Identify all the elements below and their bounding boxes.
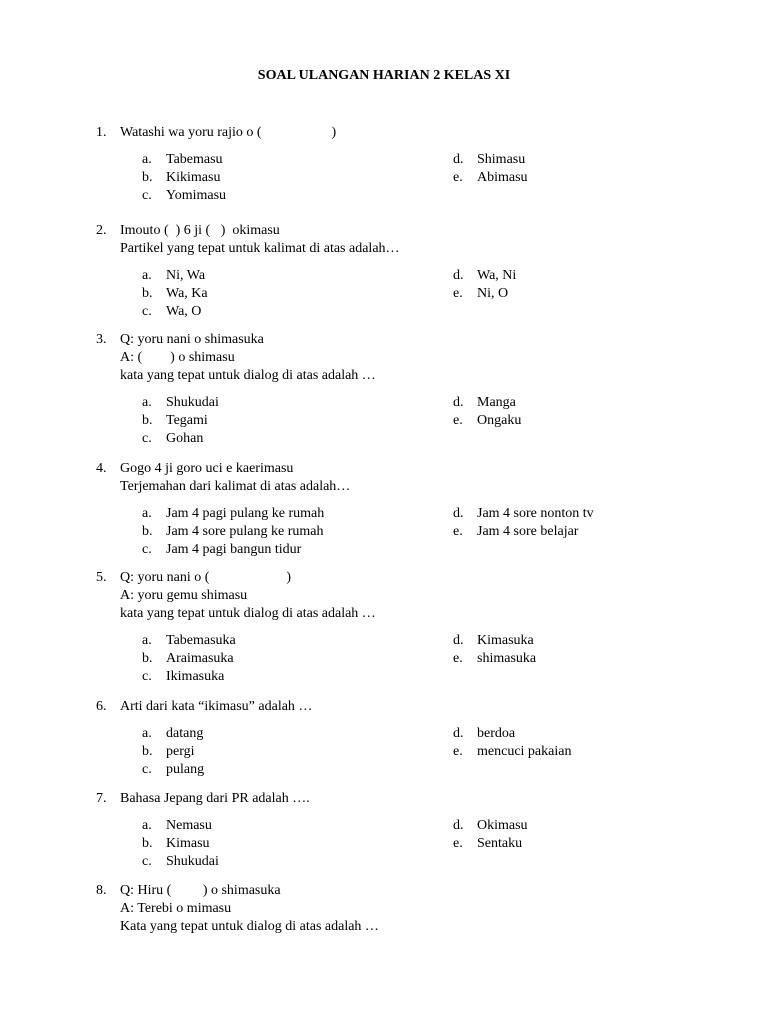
option-letter: b. <box>142 524 153 539</box>
option-letter: d. <box>453 818 464 833</box>
option-text: Ni, O <box>477 286 509 301</box>
option-letter: c. <box>142 188 152 203</box>
question-text: Arti dari kata “ikimasu” adalah … <box>120 699 313 714</box>
option-text: Ikimasuka <box>166 669 225 684</box>
option-letter: c. <box>142 431 152 446</box>
option-text: Manga <box>477 395 516 410</box>
option-text: Jam 4 sore nonton tv <box>477 506 594 521</box>
question-text: kata yang tepat untuk dialog di atas adalah … <box>120 606 376 621</box>
option-text: Ni, Wa <box>166 268 206 283</box>
option-text: Shimasu <box>477 152 526 167</box>
question-text: Q: Hiru ( ) o shimasuka <box>120 883 281 898</box>
question-text: Q: yoru nani o ( ) <box>120 570 292 585</box>
option-letter: d. <box>453 633 464 648</box>
question-number: 1. <box>96 125 107 140</box>
option-text: datang <box>166 726 204 741</box>
option-letter: e. <box>453 524 463 539</box>
option-letter: a. <box>142 152 152 167</box>
question-number: 4. <box>96 461 107 476</box>
question-text: A: Terebi o mimasu <box>120 901 232 916</box>
option-letter: a. <box>142 818 152 833</box>
option-text: Yomimasu <box>166 188 227 203</box>
question-text: Kata yang tepat untuk dialog di atas adalah … <box>120 919 379 934</box>
option-text: Nemasu <box>166 818 212 833</box>
option-text: Wa, Ka <box>166 286 208 301</box>
option-letter: e. <box>453 836 463 851</box>
option-letter: b. <box>142 744 153 759</box>
option-letter: b. <box>142 836 153 851</box>
question-text: Terjemahan dari kalimat di atas adalah… <box>120 479 351 494</box>
option-letter: b. <box>142 413 153 428</box>
option-text: Wa, Ni <box>477 268 517 283</box>
option-letter: e. <box>453 413 463 428</box>
option-text: Shukudai <box>166 854 219 869</box>
question-text: A: ( ) o shimasu <box>120 350 235 365</box>
option-letter: a. <box>142 726 152 741</box>
option-text: Wa, O <box>166 304 202 319</box>
question-number: 2. <box>96 223 107 238</box>
question-text: Q: yoru nani o shimasuka <box>120 332 264 347</box>
option-text: Jam 4 pagi pulang ke rumah <box>166 506 325 521</box>
option-text: berdoa <box>477 726 516 741</box>
option-text: Tabemasu <box>166 152 223 167</box>
option-letter: b. <box>142 286 153 301</box>
option-letter: e. <box>453 744 463 759</box>
option-letter: d. <box>453 506 464 521</box>
option-text: Araimasuka <box>166 651 234 666</box>
question-text: kata yang tepat untuk dialog di atas adalah … <box>120 368 376 383</box>
option-text: Okimasu <box>477 818 528 833</box>
option-letter: a. <box>142 395 152 410</box>
option-text: Jam 4 pagi bangun tidur <box>166 542 302 557</box>
option-text: Shukudai <box>166 395 219 410</box>
option-text: Gohan <box>166 431 204 446</box>
option-text: Jam 4 sore pulang ke rumah <box>166 524 324 539</box>
question-number: 5. <box>96 570 107 585</box>
option-letter: a. <box>142 506 152 521</box>
question-text: A: yoru gemu shimasu <box>120 588 248 603</box>
option-letter: c. <box>142 762 152 777</box>
option-letter: b. <box>142 651 153 666</box>
option-text: Tegami <box>166 413 208 428</box>
option-text: Kimasuka <box>477 633 534 648</box>
option-letter: e. <box>453 286 463 301</box>
option-letter: d. <box>453 726 464 741</box>
question-text: Gogo 4 ji goro uci e kaerimasu <box>120 461 294 476</box>
question-number: 7. <box>96 791 107 806</box>
option-text: shimasuka <box>477 651 537 666</box>
question-number: 8. <box>96 883 107 898</box>
option-letter: a. <box>142 268 152 283</box>
option-text: Kikimasu <box>166 170 221 185</box>
page-title: SOAL ULANGAN HARIAN 2 KELAS XI <box>257 68 511 83</box>
option-text: pulang <box>166 762 205 777</box>
option-text: Ongaku <box>477 413 522 428</box>
option-letter: e. <box>453 651 463 666</box>
option-text: Jam 4 sore belajar <box>477 524 579 539</box>
option-text: mencuci pakaian <box>477 744 572 759</box>
question-number: 6. <box>96 699 107 714</box>
option-text: pergi <box>166 744 195 759</box>
option-letter: d. <box>453 152 464 167</box>
option-letter: a. <box>142 633 152 648</box>
option-text: Sentaku <box>477 836 523 851</box>
option-letter: c. <box>142 304 152 319</box>
option-letter: c. <box>142 542 152 557</box>
question-text: Watashi wa yoru rajio o ( ) <box>120 125 337 140</box>
question-text: Imouto ( ) 6 ji ( ) okimasu <box>120 223 280 238</box>
option-text: Tabemasuka <box>166 633 236 648</box>
question-number: 3. <box>96 332 107 347</box>
option-letter: c. <box>142 854 152 869</box>
option-text: Kimasu <box>166 836 210 851</box>
question-text: Partikel yang tepat untuk kalimat di atas adalah… <box>120 241 400 256</box>
option-letter: c. <box>142 669 152 684</box>
option-letter: e. <box>453 170 463 185</box>
option-letter: d. <box>453 395 464 410</box>
option-letter: d. <box>453 268 464 283</box>
option-letter: b. <box>142 170 153 185</box>
question-text: Bahasa Jepang dari PR adalah …. <box>120 791 310 806</box>
option-text: Abimasu <box>477 170 528 185</box>
